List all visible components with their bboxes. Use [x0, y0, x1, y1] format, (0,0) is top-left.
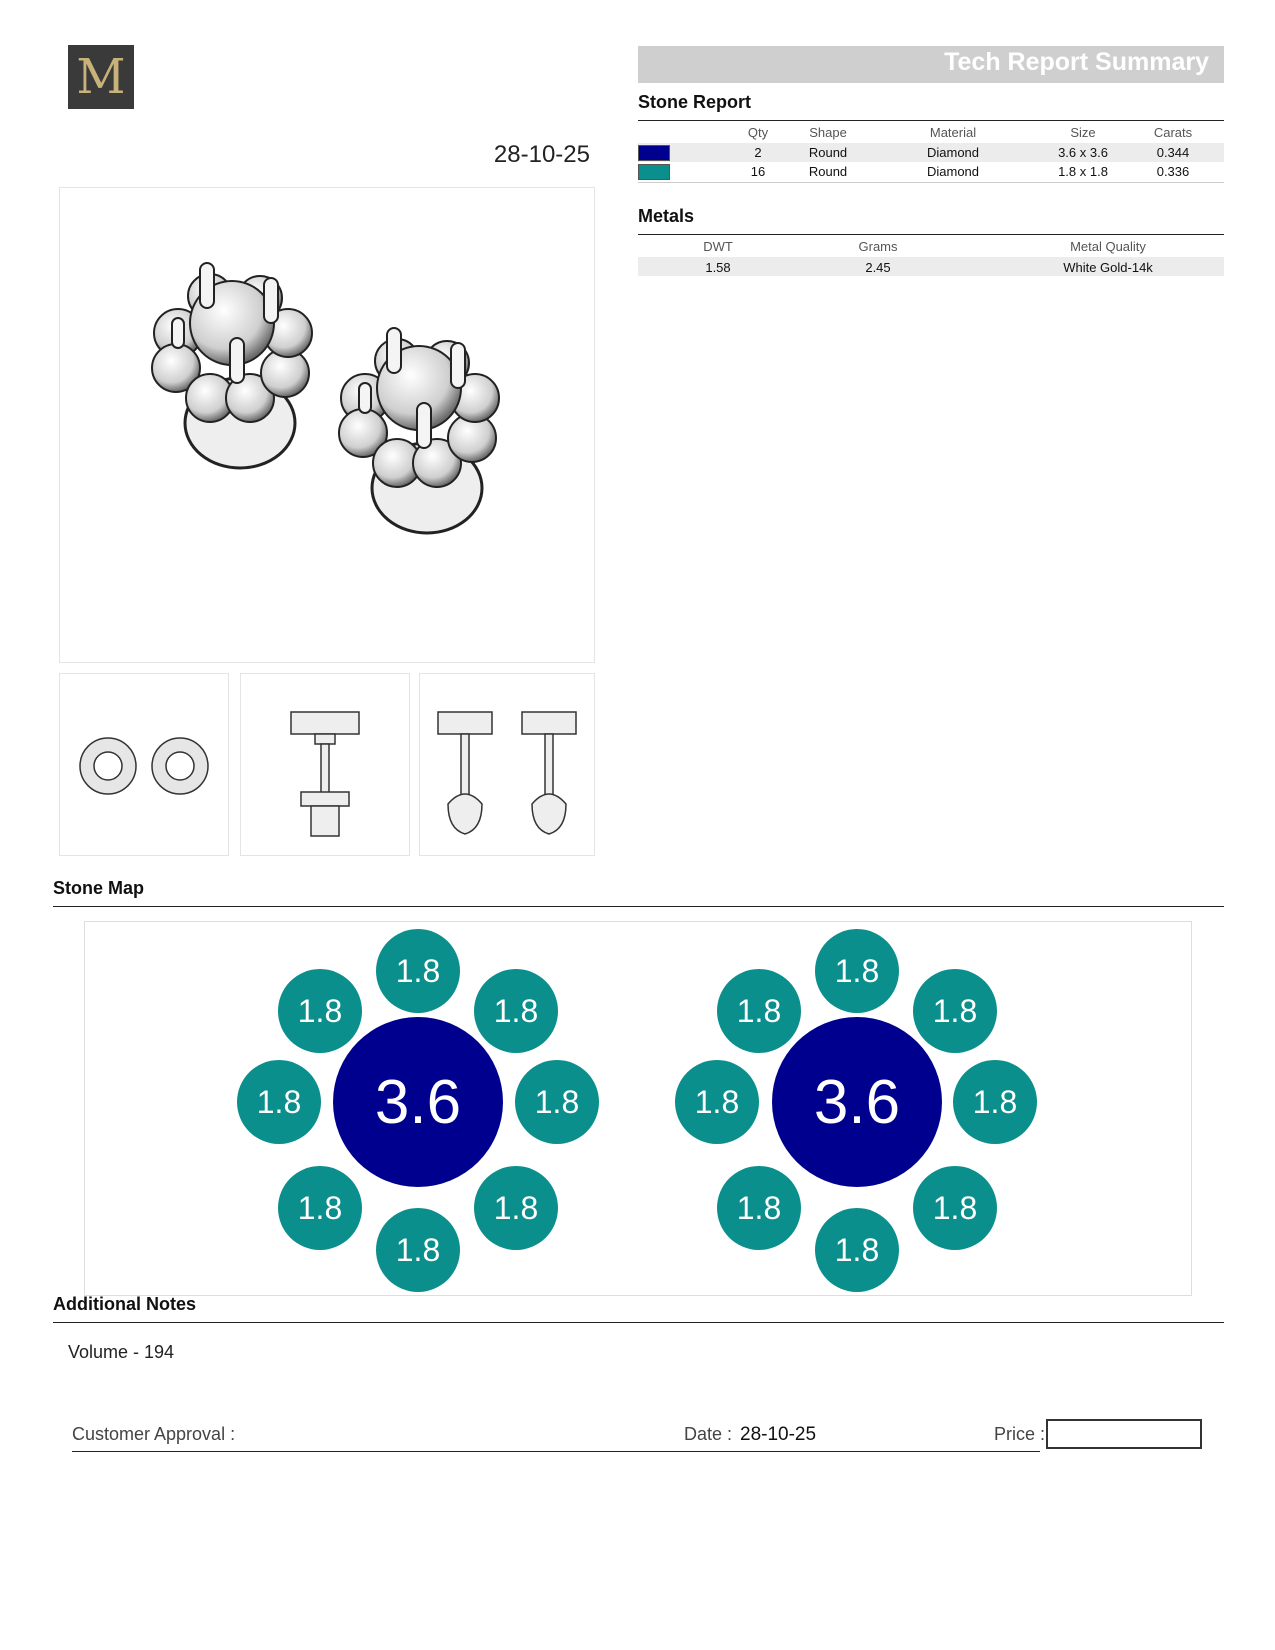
report-header-bar	[638, 46, 1224, 83]
row1-material: Diamond	[926, 145, 980, 160]
side-stone: 1.8	[815, 929, 899, 1013]
thumbnail-side-view[interactable]	[240, 673, 410, 856]
col-carats: Carats	[1153, 125, 1193, 140]
stone-color-swatch-center	[638, 145, 670, 161]
center-stone: 3.6	[333, 1017, 503, 1187]
side-stone: 1.8	[474, 969, 558, 1053]
row2-shape: Round	[808, 164, 848, 179]
side-stone: 1.8	[913, 969, 997, 1053]
thumbnail-top-view[interactable]	[59, 673, 229, 856]
report-date: 28-10-25	[493, 141, 590, 168]
metal-grams: 2.45	[865, 260, 891, 275]
row2-size: 1.8 x 1.8	[1058, 164, 1108, 179]
customer-approval-label: Customer Approval :	[72, 1424, 236, 1444]
row1-carats: 0.344	[1156, 145, 1190, 160]
row1-shape: Round	[808, 145, 848, 160]
col-grams: Grams	[858, 239, 898, 254]
metals-rule	[638, 234, 1224, 235]
side-stone: 1.8	[515, 1060, 599, 1144]
side-stone: 1.8	[237, 1060, 321, 1144]
stone-map	[84, 921, 1192, 1296]
side-stone: 1.8	[376, 1208, 460, 1292]
company-logo	[68, 45, 134, 109]
side-stone: 1.8	[278, 969, 362, 1053]
side-stone: 1.8	[717, 1166, 801, 1250]
side-stone: 1.8	[717, 969, 801, 1053]
row1-qty: 2	[754, 145, 762, 160]
stone-report-table	[638, 122, 1224, 182]
metals-table	[638, 236, 1224, 278]
logo-letter: M	[76, 49, 126, 105]
metal-quality: White Gold-14k	[1063, 260, 1153, 275]
report-title: Tech Report Summary	[944, 48, 1209, 76]
side-stone: 1.8	[913, 1166, 997, 1250]
side-stone: 1.8	[953, 1060, 1037, 1144]
metals-title: Metals	[638, 206, 695, 226]
side-stone: 1.8	[376, 929, 460, 1013]
side-stone: 1.8	[278, 1166, 362, 1250]
price-label: Price :	[994, 1424, 1046, 1444]
col-size: Size	[1070, 125, 1096, 140]
stone-report-title: Stone Report	[638, 92, 752, 112]
metal-dwt: 1.58	[705, 260, 731, 275]
side-stone: 1.8	[474, 1166, 558, 1250]
col-qty: Qty	[747, 125, 769, 140]
stone-map-title: Stone Map	[53, 878, 145, 898]
stone-map-rule	[53, 906, 1224, 907]
price-input[interactable]	[1046, 1419, 1202, 1449]
row2-qty: 16	[750, 164, 766, 179]
side-stone: 1.8	[815, 1208, 899, 1292]
notes-text: Volume - 194	[68, 1342, 175, 1362]
col-shape: Shape	[809, 125, 847, 140]
notes-title: Additional Notes	[53, 1294, 196, 1314]
col-metal-quality: Metal Quality	[1070, 239, 1146, 254]
row2-material: Diamond	[926, 164, 980, 179]
side-stone: 1.8	[675, 1060, 759, 1144]
stone-report-rule	[638, 120, 1224, 121]
notes-rule	[53, 1322, 1224, 1323]
earring-render-main	[59, 187, 595, 663]
approval-date-value: 28-10-25	[740, 1424, 817, 1445]
col-material: Material	[929, 125, 977, 140]
thumbnail-front-view[interactable]	[419, 673, 595, 856]
stone-color-swatch-side	[638, 164, 670, 180]
center-stone: 3.6	[772, 1017, 942, 1187]
row1-size: 3.6 x 3.6	[1058, 145, 1108, 160]
approval-signature-line	[72, 1451, 1040, 1452]
approval-date-label: Date :	[684, 1424, 733, 1444]
col-dwt: DWT	[703, 239, 733, 254]
row2-carats: 0.336	[1156, 164, 1190, 179]
